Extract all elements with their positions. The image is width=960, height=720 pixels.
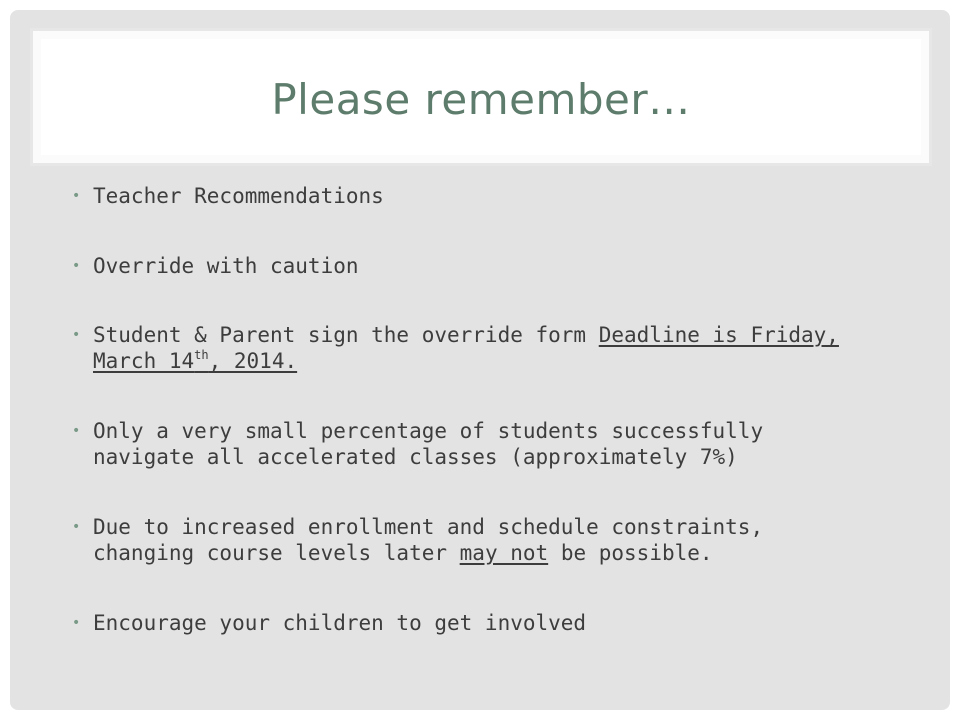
bullet-text: Only a very small percentage of students successfully navigate all accelerated classes (approximately 7%) (93, 419, 764, 469)
bullet-text: Due to increased enrollment and schedule constraints, changing course levels later (93, 515, 764, 565)
bullet-small-percentage (72, 418, 872, 470)
deadline-date: Deadline is Friday, March 14 (93, 323, 839, 373)
ordinal-suffix: th (194, 348, 209, 362)
bullet-text: Encourage your children to get involved (93, 611, 587, 635)
slide (10, 10, 950, 710)
title-frame (30, 28, 932, 166)
bullet-enrollment-constraints (72, 514, 872, 566)
bullet-encourage-children (72, 610, 872, 636)
deadline-year: , 2014. (208, 349, 298, 373)
bullet-text: Override with caution (93, 254, 359, 278)
bullet-teacher-recommendations (72, 183, 872, 209)
bullet-list (72, 183, 872, 680)
slide-title: Please remember… (271, 74, 691, 124)
bullet-override-form-deadline (72, 322, 872, 374)
bullet-text: Teacher Recommendations (93, 184, 384, 208)
bullet-text: Student & Parent sign the override form (93, 323, 599, 347)
bullet-text-end: be possible. (548, 541, 713, 565)
bullet-override-caution (72, 253, 872, 279)
may-not-text: may not (459, 541, 549, 565)
title-box (41, 39, 921, 155)
